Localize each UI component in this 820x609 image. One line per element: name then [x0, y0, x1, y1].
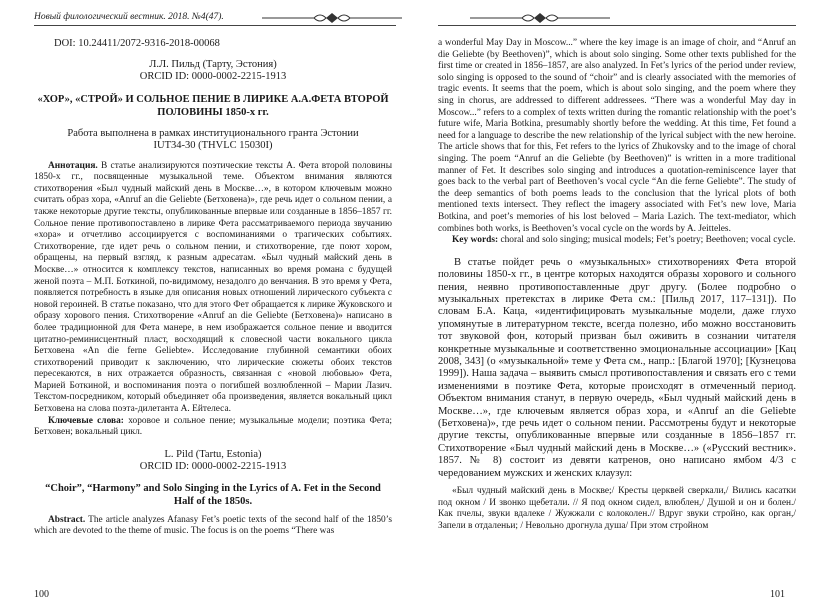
abstract-ru-label: Аннотация.	[48, 160, 98, 171]
keywords-en	[438, 235, 796, 247]
page-number-right: 101	[770, 589, 785, 600]
header-rule-left	[34, 25, 396, 26]
grant-line-2: IUT34-30 (THVLC 15030I)	[153, 140, 273, 152]
doi: DOI: 10.24411/2072-9316-2018-00068	[54, 38, 220, 49]
keywords-ru-text: хоровое и сольное пение; музыкальные модели; поэтика Фета; Бетховен; вокальный цикл.	[34, 415, 392, 438]
page-number-left: 100	[34, 589, 49, 600]
orcid-ru: ORCID ID: 0000-0002-2215-1913	[139, 71, 287, 83]
running-head: Новый филологический вестник. 2018. №4(47).	[34, 12, 224, 22]
abstract-ru	[34, 161, 392, 416]
abstract-en	[34, 515, 392, 538]
ornament-right-icon	[470, 11, 610, 25]
abstract-en-text: The article analyzes Afanasy Fet’s poetic texts of the second half of the 1850’s which are devoted to the theme of music. The focus is on the poems “There was	[34, 514, 392, 537]
orcid-en: ORCID ID: 0000-0002-2215-1913	[139, 461, 287, 473]
keywords-ru-label: Ключевые слова:	[48, 415, 124, 426]
poem-quote: «Был чудный майский день в Москве;/ Кресты церквей сверкали,/ Вились касатки под окном / И звонко щебетали. // Я под окном сидел, влюблен,/ Душой и он и болен./ Как пчелы, звуки вдалеке / Жужжали с колоколен.// Вдруг звуки стройно, как орган,/ Запели в отдаленьи; / Невольно дрогнула душа/ При этом стройном	[438, 486, 796, 531]
author-ru: Л.Л. Пильд (Тарту, Эстония)	[149, 58, 277, 70]
body-text-ru: В статье пойдет речь о «музыкальных» стихотворениях Фета второй половины 1850-х гг., в центре которых находятся образы хорового и сольного пения, неявно противопоставленные друг другу. (Более подробно о музыкальных претекстах в лирике Фета см.: [Пильд 2017, 117–131]). По словам Б.А. Каца, «идентифицировать музыкальные модели, даже глухо упомянутые в литературном тексте, всегда полезно, ибо можно восстановить тот звуковой фон, который призван был оживить в сознании читателя конкретные музыкальные и соответственно эмоциональные ассоциации» [Кац 2008, 343] (о «музыкальной» теме у Фета см., напр.: [Благой 1970]; [Кузнецова 1999]). Наша задача – выявить смысл противопоставления и связать его с теми изменениями в поэтике Фета, которые происходят в отмеченный период. Объектом внимания станут, в первую очередь, «Был чудный майский день в Москве…», где ключевым является образ хора, и «Anruf an die Geliebte (Бетховена)», где речь идет о сольном пении. Рассмотрены будут и некоторые другие тексты, опубликованные впервые или созданные в 1856–1857 гг. Стихотворение «Был чудный майский день в Москве…» («Русский вестник». 1857. № 8) состоит из девяти катренов, оно написано ямбом 4/3 с чередованием мужских и женских клаузул:	[438, 256, 796, 479]
keywords-en-label: Key words:	[452, 235, 499, 246]
grant-line-1: Работа выполнена в рамках институционального гранта Эстонии	[67, 127, 359, 139]
author-en: L. Pild (Tartu, Estonia)	[164, 448, 262, 460]
header-rule-right	[438, 25, 796, 26]
abstract-en-continued: a wonderful May Day in Moscow...” where the key image is an image of choir, and “Anruf an die Geliebte (by Beethoven)”, which is about solo singing. Some other texts published for the first time or created in 1856–1857, are also analyzed. In Fet’s lyrics of the period under review, solo singing is opposed to the sound of “choir” and is clearly associated with the memories of tragic events. It seems that the poem, which is about solo singing, and the poem where they sing in chorus, are addressed to different addressees. “There was a wonderful May day in Moscow...” refers to a complex of texts written during the romantic relationship with the poet’s future wife, Maria Botkina, presumably shortly before the wedding. At this time, Fet found a need for a language to describe the new relationship of the lyrical subject with the new heroine. The article shows that for this, Fet refers to the lyrics of Zhukovsky and to the image of choral singing. The poem “Anruf an die Geliebte (by Beethoven)” is written in a more traditional manner of Fet. It describes solo singing and introduces a quotation-reminiscence layer that goes back to the verbal part of Beethoven’s vocal cycle “An die ferne Geliebte”. The study of the deep semantics of both poems leads to the conclusion that the lyrical plots of both mentioned texts intersect. They reflect the imagery associated with Fet’s new love, Maria Botkina, and poet’s memories of his lost beloved – Maria Lazich. The text-mediator, which combines both works, is Beethoven’s vocal cycle on the words by A. Jeitteles.	[438, 38, 796, 234]
right-page-column	[438, 38, 796, 542]
ornament-left-icon	[262, 11, 402, 25]
abstract-en-label: Abstract.	[48, 514, 86, 525]
keywords-en-text: choral and solo singing; musical models; Fet’s poetry; Beethoven; vocal cycle.	[498, 235, 796, 246]
keywords-ru	[34, 416, 392, 439]
article-title-en: “Choir”, “Harmony” and Solo Singing in the Lyrics of A. Fet in the Second Half of the 1850s.	[45, 482, 381, 507]
abstract-ru-text: В статье анализируются поэтические тексты А. Фета второй половины 1850-х гг., посвященные музыкальной теме. Объектом внимания являются стихотворения «Был чудный майский день в Москве…», в котором ключевым можно считать образ хора, «Anruf an die Geliebte (Бетховена)», где речь идет о сольном пении, а также некоторые другие тексты, опубликованные впервые или созданные в 1856–1857 гг. Сольное пение противопоставлено в лирике Фета рассматриваемого периода звучанию «хора» и отчетливо ассоциируется с воспоминаниями о трагических событиях. Стихотворение, где идет речь о сольном пении, и стихотворение, где поют хором, обращены, на первый взгляд, к разным адресатам. «Был чудный майский день в Москве…» относится к комплексу текстов, написанных во время романа с будущей женой поэта – М.П. Боткиной, по-видимому, незадолго до венчания. В это время у Фета, появляется потребность в языке для описания новых отношений лирического субъекта с новой героиней. В статье показано, что для этого Фет обращается к лирике Жуковского и образу хорового пения. Стихотворение «Anruf an die Geliebte (Бетховена)» написано в более традиционной для Фета манере, в нем изображается сольное пение и вводится цитатно-реминисцентный пласт, восходящий к словесной части вокального цикла Бетховена «An die ferne Geliebte». Исследование глубинной семантики обоих стихотворений приводит к заключению, что лирические сюжеты обоих текстов пересекаются, в них отражается образность, связанная с «новой любовью» Фета, Марией Боткиной, и воспоминания поэта о погибшей возлюбленной – Марии Лазич. Текстом-посредником, который объединяет оба произведения, является вокальный цикл Бетховена на слова поэта-дилетанта А. Ейтелеса.	[34, 160, 392, 415]
grant-note	[34, 128, 392, 153]
article-title-ru: «ХОР», «СТРОЙ» И СОЛЬНОЕ ПЕНИЕ В ЛИРИКЕ А.А.ФЕТА ВТОРОЙ ПОЛОВИНЫ 1850-х гг.	[37, 93, 389, 118]
left-page-column	[34, 38, 392, 538]
